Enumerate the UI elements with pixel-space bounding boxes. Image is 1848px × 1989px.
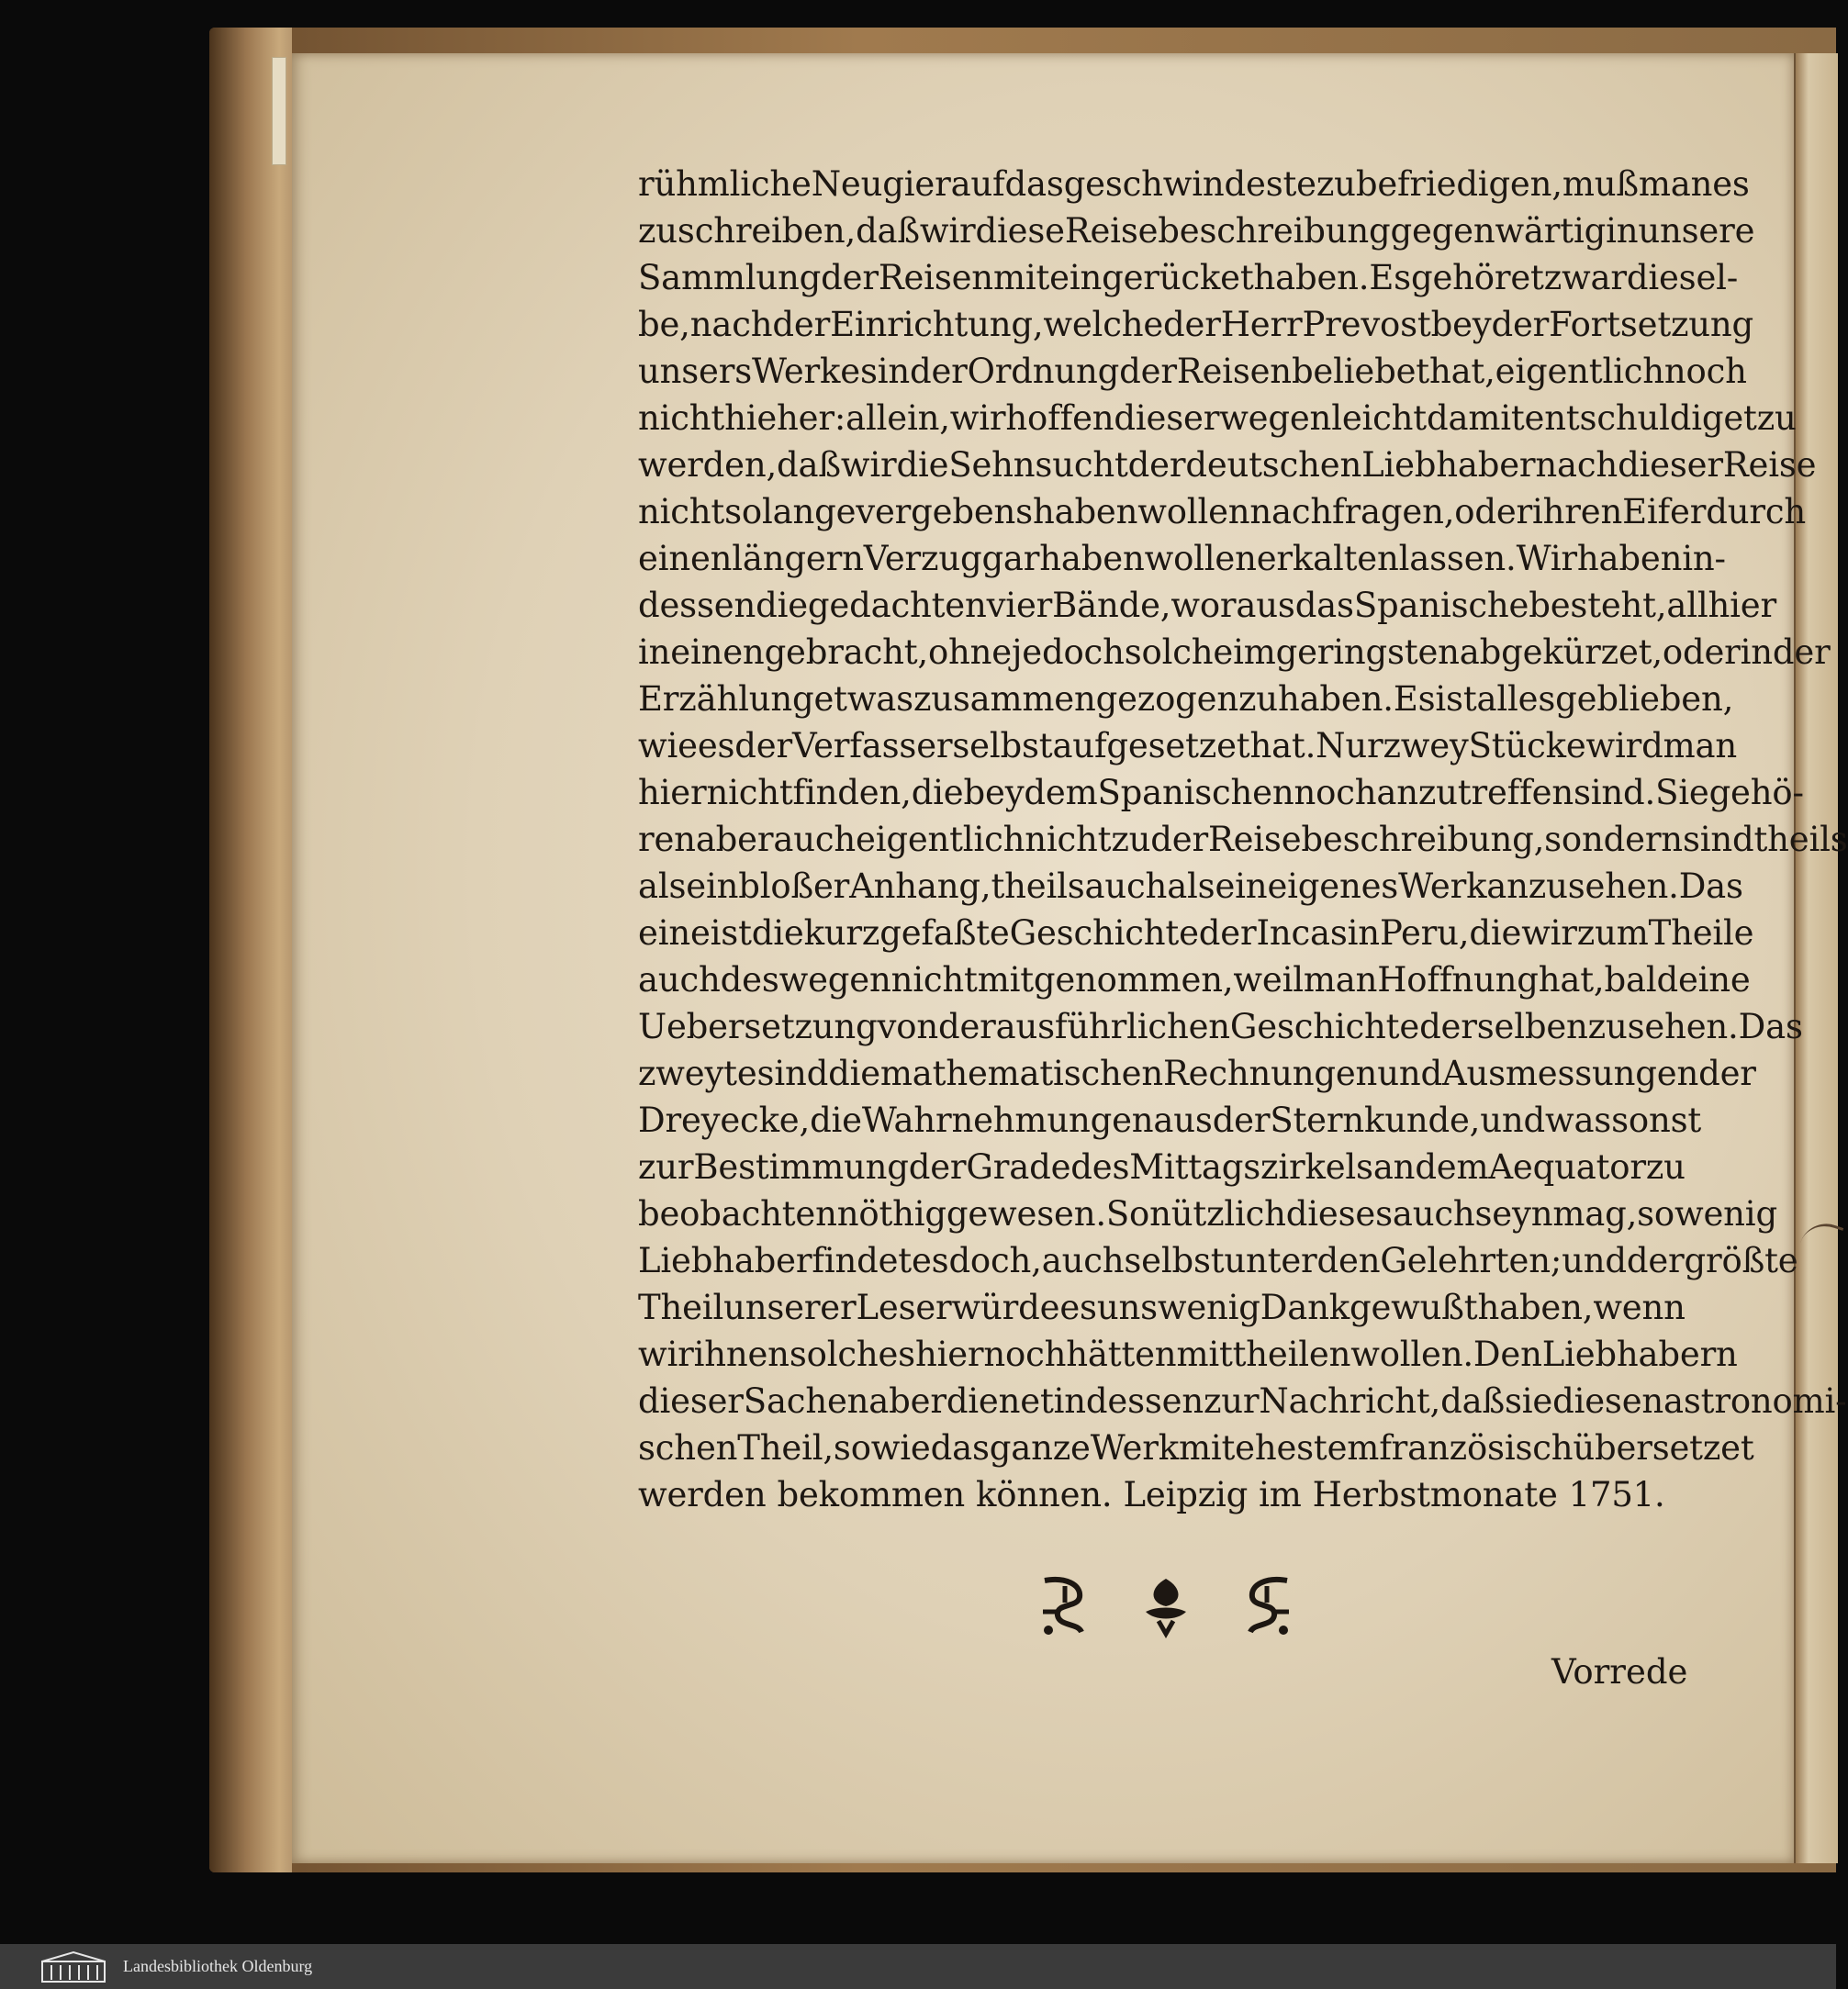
text-line: auch deswegen nicht mitgenommen, weil man Hoffnung hat, bald eine <box>638 960 1751 1000</box>
fleuron-icon <box>1037 1575 1089 1637</box>
text-line: zweyte sind die mathematischen Rechnungen und Ausmessungen der <box>638 1054 1756 1093</box>
book-spine-edge <box>209 28 292 1872</box>
text-line: Sammlung der Reisen mit eingerücket haben. Es gehöret zwar diesel- <box>638 258 1739 297</box>
text-line: zuschreiben, daß wir diese Reisebeschreibung gegenwärtig in unsere <box>638 211 1755 251</box>
text-line: werden, daß wir die Sehnsucht der deutschen Liebhaber nach dieser Reise <box>638 445 1817 485</box>
text-line: hier nicht finden, die bey dem Spanischen noch anzutreffen sind. Sie gehö- <box>638 773 1804 812</box>
catchword: Vorrede <box>1551 1652 1688 1692</box>
library-name: Landesbibliothek Oldenburg <box>123 1957 313 1975</box>
text-line: als ein bloßer Anhang, theils auch als ein eigenes Werk anzusehen. Das <box>638 866 1743 906</box>
text-line: Theil unserer Leser würde es uns wenig Dank gewußt haben, wenn <box>638 1288 1686 1327</box>
text-line: eine ist die kurzgefaßte Geschichte der Incas in Peru, die wir zum Theile <box>638 913 1754 953</box>
fleuron-icon <box>1140 1575 1192 1637</box>
printer-ornament <box>1037 1571 1294 1641</box>
text-line: einen längern Verzug gar haben wollen erkalten lassen. Wir haben in- <box>638 539 1726 578</box>
text-line: nicht so lange vergebens haben wollen nachfragen, oder ihren Eifer durch <box>638 492 1806 531</box>
text-line: Dreyecke, die Wahrnehmungen aus der Sternkunde, und was sonst <box>638 1101 1702 1140</box>
next-page-edge <box>1794 53 1838 1863</box>
bookmark-strip <box>272 57 286 165</box>
text-line: nicht hieher: allein, wir hoffen dieserwegen leicht damit entschuldiget zu <box>638 398 1797 438</box>
text-line: Uebersetzung von der ausführlichen Geschichte derselben zu sehen. Das <box>638 1007 1803 1046</box>
text-line: zur Bestimmung der Grade des Mittagszirkels an dem Aequator zu <box>638 1147 1686 1187</box>
text-line: unsers Werkes in der Ordnung der Reisen beliebet hat, eigentlich noch <box>638 352 1747 391</box>
text-line: in einen gebracht, ohne jedoch solche im geringsten abgekürzet, oder in der <box>638 632 1831 672</box>
text-line: dessen die gedachten vier Bände, woraus das Spanische besteht, allhier <box>638 586 1776 625</box>
text-line: Liebhaber findet es doch, auch selbst unter den Gelehrten; und der größte <box>638 1241 1798 1280</box>
text-line: Erzählung etwas zusammen gezogen zu haben. Es ist alles geblieben, <box>638 679 1734 719</box>
text-line: wie es der Verfasser selbst aufgesetzet hat. Nur zwey Stücke wird man <box>638 726 1737 765</box>
text-line: ren aber auch eigentlich nicht zu der Reisebeschreibung, sondern sind theils <box>638 820 1848 859</box>
text-line: schen Theil, so wie das ganze Werk mit ehestem französisch übersetzet <box>638 1428 1754 1468</box>
text-line: beobachten nöthig gewesen. So nützlich dieses auch seyn mag, so wenig <box>638 1194 1777 1234</box>
text-line: wir ihnen solches hier noch hätten mittheilen wollen. Den Liebhabern <box>638 1335 1738 1374</box>
text-line: be, nach der Einrichtung, welche der Herr Prevost bey der Fortsetzung <box>638 305 1754 344</box>
text-line: rühmliche Neugier auf das geschwindeste zu befriedigen, muß man es <box>638 164 1750 204</box>
text-line: werden bekommen können. Leipzig im Herbstmonate 1751. <box>638 1475 1665 1514</box>
footer-bar <box>0 1944 1836 1989</box>
text-line: dieser Sachen aber dienet indessen zur Nachricht, daß sie diesen astronomi- <box>638 1381 1847 1421</box>
page-text-block <box>638 161 1848 1518</box>
fleuron-icon <box>1243 1575 1294 1637</box>
library-building-icon <box>40 1950 106 1983</box>
